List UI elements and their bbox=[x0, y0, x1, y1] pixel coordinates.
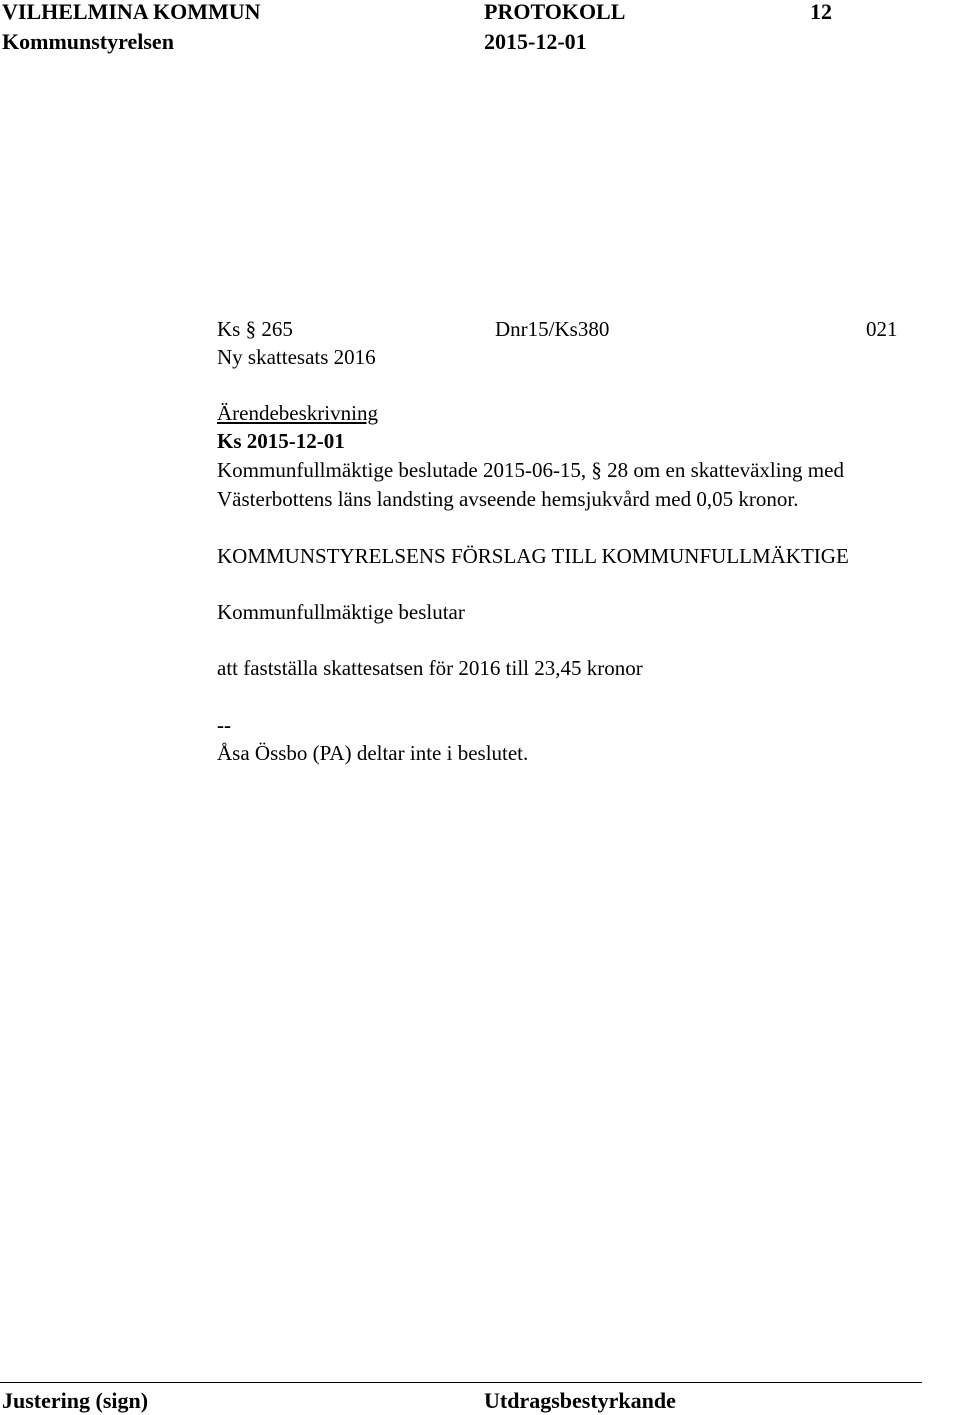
footer-justering: Justering (sign) bbox=[2, 1388, 149, 1413]
footer-utdragsbestyrkande: Utdragsbestyrkande bbox=[484, 1388, 676, 1413]
description-heading: Ärendebeskrivning bbox=[217, 401, 378, 425]
notes-separator: -- bbox=[217, 713, 231, 737]
archive-code: 021 bbox=[866, 317, 898, 341]
item-title: Ny skattesats 2016 bbox=[217, 345, 376, 369]
description-line-2: Västerbottens läns landsting avseende hemsjukvård med 0,05 kronor. bbox=[217, 487, 799, 511]
recusal-note: Åsa Össbo (PA) deltar inte i beslutet. bbox=[217, 741, 529, 765]
item-reference: Ks § 265 bbox=[217, 317, 293, 341]
diary-number: Dnr15/Ks380 bbox=[495, 317, 610, 341]
description-line-1: Kommunfullmäktige beslutade 2015-06-15, § 28 om en skatteväxling med bbox=[217, 458, 844, 482]
body-name: Kommunstyrelsen bbox=[2, 29, 174, 54]
footer-rule bbox=[0, 1382, 922, 1383]
organization-name: VILHELMINA KOMMUN bbox=[2, 0, 261, 24]
proposal-decides: Kommunfullmäktige beslutar bbox=[217, 600, 465, 624]
proposal-heading: KOMMUNSTYRELSENS FÖRSLAG TILL KOMMUNFULLMÄKTIGE bbox=[217, 544, 849, 568]
description-subheading: Ks 2015-12-01 bbox=[217, 429, 345, 453]
document-type: PROTOKOLL bbox=[484, 0, 626, 24]
proposal-decision: att fastställa skattesatsen för 2016 till 23,45 kronor bbox=[217, 656, 643, 680]
meeting-date: 2015-12-01 bbox=[484, 29, 587, 54]
page-number: 12 bbox=[810, 0, 832, 24]
